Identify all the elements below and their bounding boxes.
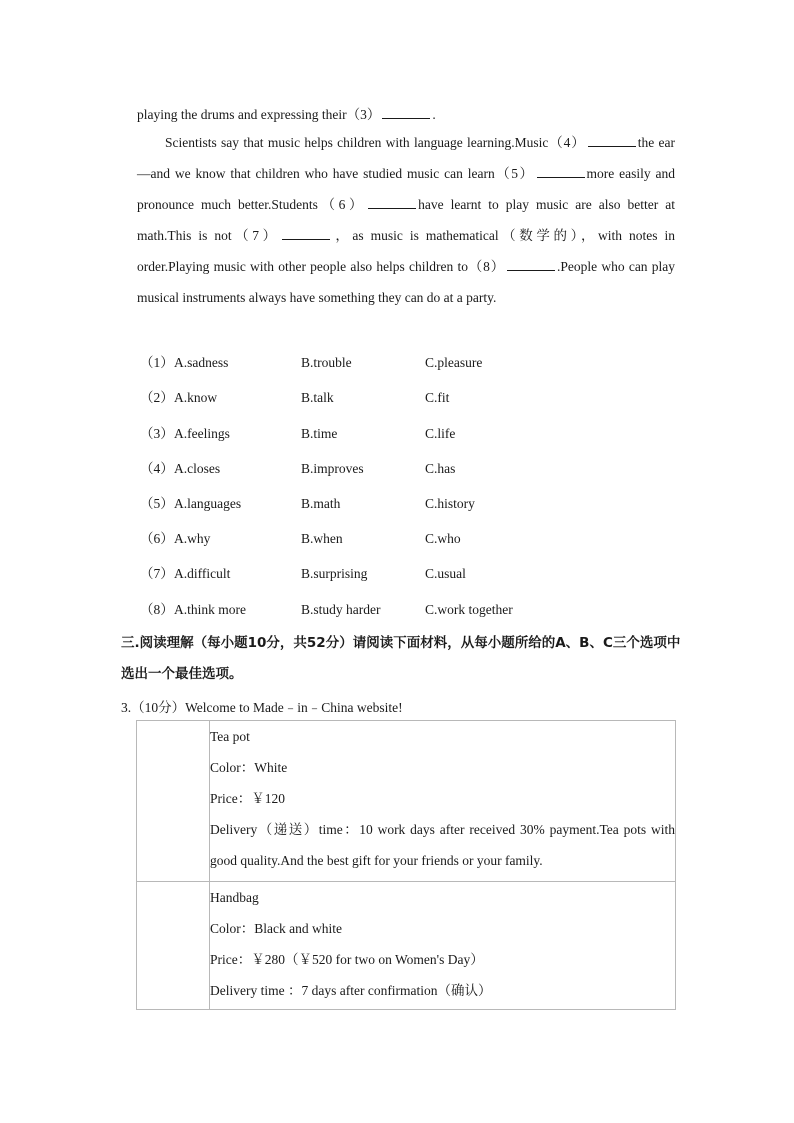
option-c[interactable]: C.life [425, 426, 456, 441]
option-a[interactable]: A.know [174, 390, 218, 405]
option-c[interactable]: C.work together [425, 602, 513, 617]
option-b[interactable]: B.time [301, 426, 338, 441]
answer-blank-3[interactable] [382, 106, 430, 119]
passage-text: Scientists say that music helps children with language learning.Music（4） [165, 135, 586, 150]
question-number: （5） [140, 496, 174, 511]
question-number: （2） [140, 390, 174, 405]
product-image-cell [137, 721, 210, 882]
option-c[interactable]: C.who [425, 531, 461, 546]
passage-text: the ear—and we know that children who have studied music can learn（5） [137, 135, 675, 181]
product-price: Price：￥280（￥520 for two on Women's Day） [210, 952, 484, 967]
option-a[interactable]: A.sadness [174, 355, 229, 370]
product-name: Handbag [210, 890, 259, 905]
question-number: （7） [140, 566, 174, 581]
product-name: Tea pot [210, 729, 250, 744]
passage-text: .People who can play musical instruments always have something they can do at a party. [137, 259, 676, 305]
answer-blank-6[interactable] [368, 196, 416, 209]
question-number: （6） [140, 531, 174, 546]
option-a[interactable]: A.think more [174, 602, 246, 617]
question-number: （1） [140, 355, 174, 370]
question-number: （4） [140, 461, 174, 476]
option-c[interactable]: C.pleasure [425, 355, 483, 370]
option-c[interactable]: C.usual [425, 566, 466, 581]
option-a[interactable]: A.closes [174, 461, 221, 476]
option-b[interactable]: B.improves [301, 461, 364, 476]
product-color: Color：White [210, 760, 288, 775]
table-row [137, 721, 676, 882]
option-c[interactable]: C.fit [425, 390, 450, 405]
product-image-cell [137, 882, 210, 1010]
passage-text: playing the drums and expressing their（3） [137, 107, 381, 122]
product-color: Color：Black and white [210, 921, 342, 936]
option-c[interactable]: C.history [425, 496, 475, 511]
option-a[interactable]: A.languages [174, 496, 242, 511]
option-a[interactable]: A.difficult [174, 566, 231, 581]
product-info-cell [210, 721, 676, 882]
passage-text: . [432, 107, 436, 122]
option-b[interactable]: B.talk [301, 390, 334, 405]
passage-text: more easily and pronounce much better.Students（6） [137, 166, 675, 212]
question-number: （3） [140, 426, 174, 441]
answer-blank-8[interactable] [507, 258, 555, 271]
option-b[interactable]: B.when [301, 531, 343, 546]
passage-text: have learnt to play music are also better at math.This is not（7） [137, 197, 675, 243]
section-heading: 三.阅读理解（每小题10分，共52分）请阅读下面材料，从每小题所给的A、B、C三个选项中选出一个最佳选项。 [121, 635, 681, 682]
option-b[interactable]: B.surprising [301, 566, 368, 581]
passage-paragraph [137, 127, 675, 313]
option-b[interactable]: B.study harder [301, 602, 381, 617]
passage-text: ，as music is mathematical（数学的），with notes in order.Playing music with other people also helps children to（8） [137, 228, 675, 274]
answer-blank-5[interactable] [537, 165, 585, 178]
product-price: Price：￥120 [210, 791, 285, 806]
products-table [136, 720, 676, 1010]
option-b[interactable]: B.math [301, 496, 341, 511]
passage-line-1 [137, 103, 436, 123]
product-delivery: Delivery time ：7 days after confirmation（确认） [210, 983, 492, 998]
product-delivery: Delivery（递送）time：10 work days after received 30% payment.Tea pots with good quality.And the best gift for your friends or your family. [210, 822, 675, 868]
answer-blank-4[interactable] [588, 134, 636, 147]
option-c[interactable]: C.has [425, 461, 456, 476]
option-b[interactable]: B.trouble [301, 355, 352, 370]
answer-blank-7[interactable] [282, 227, 330, 240]
option-a[interactable]: A.feelings [174, 426, 230, 441]
product-info-cell [210, 882, 676, 1010]
table-row [137, 882, 676, 1010]
question-3-title: 3.（10分）Welcome to Made﹣in﹣China website! [121, 700, 403, 715]
question-number: （8） [140, 602, 174, 617]
option-a[interactable]: A.why [174, 531, 211, 546]
